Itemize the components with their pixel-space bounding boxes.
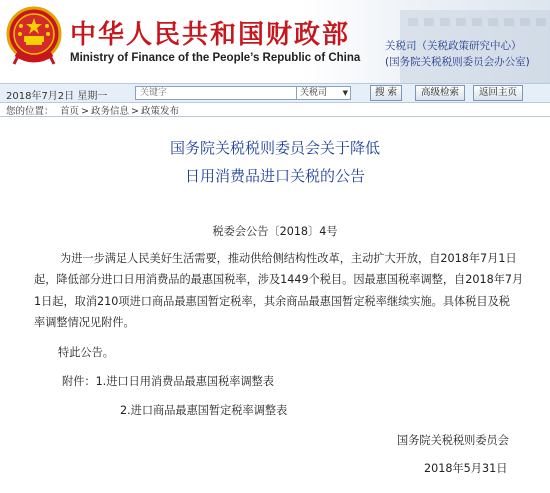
attachment-link-1[interactable]: 附件：1.进口日用消费品最惠国税率调整表 [62, 375, 275, 388]
search-scope-value: 关税司 [300, 88, 328, 98]
site-header [0, 0, 550, 83]
paragraph-line: 起，降低部分进口日用消费品的最惠国税率，涉及1449个税目。因最惠国税率调整，自2018年7月 [34, 273, 524, 286]
department-subname: (国务院关税税则委员会办公室) [385, 56, 530, 68]
home-button[interactable]: 返回主页 [473, 85, 523, 101]
breadcrumb [0, 101, 550, 117]
breadcrumb-label: 您的位置： [6, 106, 54, 117]
advanced-search-button[interactable]: 高级检索 [415, 85, 465, 101]
breadcrumb-trail [60, 103, 181, 117]
breadcrumb-home-link[interactable]: 首页 [60, 106, 80, 117]
search-scope-select[interactable] [296, 86, 351, 100]
paragraph-line: 为进一步满足人民美好生活需要，推动供给侧结构性改革，主动扩大开放，自2018年7月1日 [60, 252, 517, 265]
department-name: 关税司（关税政策研究中心） [385, 40, 522, 52]
search-input[interactable] [135, 86, 298, 100]
search-button[interactable]: 搜 索 [370, 85, 402, 101]
breadcrumb-policy-link[interactable]: 政策发布 [140, 106, 179, 117]
article-title-line-2: 日用消费品进口关税的公告 [184, 167, 365, 185]
article-title-line-1: 国务院关税税则委员会关于降低 [169, 139, 380, 157]
publish-date: 2018年5月31日 [424, 462, 508, 475]
paragraph-line: 率调整情况见附件。 [34, 316, 135, 329]
special-notice: 特此公告。 [58, 346, 114, 359]
site-title-en: Ministry of Finance of the People’s Republic of China [70, 52, 361, 64]
toolbar [0, 83, 550, 103]
breadcrumb-separator: > [131, 106, 139, 117]
site-title-cn: 中华人民共和国财政部 [70, 20, 351, 50]
signature: 国务院关税税则委员会 [397, 434, 509, 447]
chevron-down-icon: ▼ [342, 89, 348, 97]
paragraph-line: 1日起，取消210项进口商品最惠国暂定税率，其余商品最惠国暂定税率继续实施。具体税目及税 [34, 295, 510, 308]
attachment-link-2[interactable]: 2.进口商品最惠国暂定税率调整表 [120, 404, 288, 417]
national-emblem-icon [6, 4, 62, 68]
document-number: 税委会公告〔2018〕4号 [212, 225, 338, 238]
current-date: 2018年7月2日 星期一 [6, 91, 108, 102]
breadcrumb-separator: > [81, 106, 89, 117]
breadcrumb-news-link[interactable]: 政务信息 [90, 106, 129, 117]
